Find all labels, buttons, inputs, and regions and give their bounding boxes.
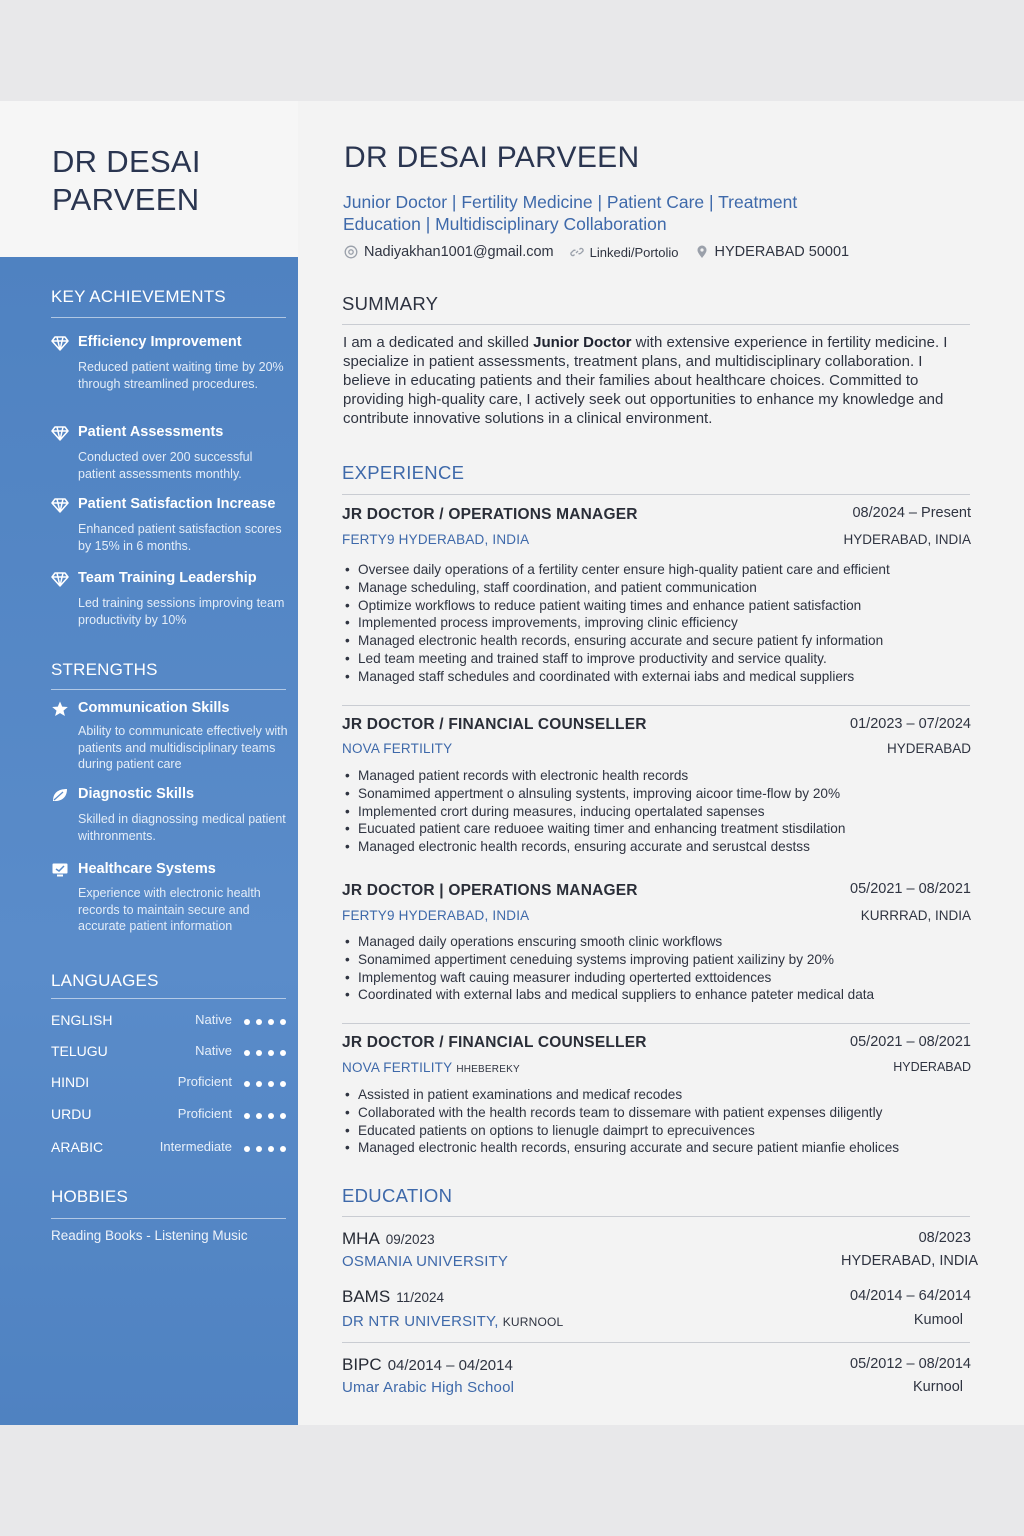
job-organization: FERTY9 HYDERABAD, INDIA	[342, 532, 530, 547]
summary-heading: SUMMARY	[342, 293, 439, 314]
education-dates: 08/2023	[918, 1230, 971, 1246]
experience-divider	[342, 494, 970, 495]
achievement-title: Efficiency Improvement	[78, 334, 242, 350]
job-organization: NOVA FERTILITY	[342, 741, 453, 756]
strength-title: Communication Skills	[78, 700, 230, 716]
leaf-icon	[51, 787, 69, 803]
job-location: KURRRAD, INDIA	[860, 908, 971, 923]
job-dates: 05/2021 – 08/2021	[850, 1034, 971, 1050]
language-rating-dots	[244, 1146, 286, 1154]
language-level: Proficient	[177, 1074, 232, 1089]
list-item: • Implemented process improvements, improving clinic efficiency	[344, 614, 974, 632]
achievements-divider	[51, 317, 286, 318]
achievement-desc: Reduced patient waiting time by 20% through streamlined procedures.	[78, 360, 284, 391]
degree-name: BIPC	[342, 1355, 382, 1374]
education-location: Kurnool	[913, 1379, 963, 1395]
contact-location: HYDERABAD 50001	[714, 244, 850, 260]
experience-heading: EXPERIENCE	[342, 462, 465, 483]
language-level: Native	[195, 1043, 232, 1058]
star-icon	[51, 701, 69, 717]
job-organization	[342, 1060, 520, 1075]
language-row	[51, 1106, 286, 1126]
education-degree	[342, 1287, 444, 1307]
achievement-title: Team Training Leadership	[78, 570, 257, 586]
language-name: URDU	[51, 1106, 92, 1122]
achievements-heading: KEY ACHIEVEMENTS	[51, 287, 226, 306]
education-location: Kumool	[913, 1312, 963, 1328]
degree-date: 11/2024	[396, 1290, 444, 1305]
language-row	[51, 1043, 286, 1063]
education-degree	[342, 1355, 513, 1375]
strength-desc: Experience with electronic health records to maintain secure and accurate patient information	[78, 886, 261, 933]
hobbies-heading: HOBBIES	[51, 1187, 128, 1206]
sidebar-name	[52, 143, 292, 219]
list-item: • Optimize workflows to reduce patient waiting times and enhance patient satisfaction	[344, 597, 974, 615]
diamond-icon	[51, 335, 69, 351]
sidebar-name-line2: PARVEEN	[52, 182, 200, 217]
strength-title: Healthcare Systems	[78, 861, 216, 877]
job-bullets	[344, 561, 974, 686]
education-heading: EDUCATION	[342, 1185, 453, 1206]
list-item: • Eucuated patient care reduoee waiting timer and enhancing treatment stisdilation	[344, 820, 974, 838]
page-title: DR DESAI PARVEEN	[344, 141, 640, 174]
education-degree	[342, 1229, 435, 1249]
at-icon	[344, 245, 358, 259]
languages-divider	[51, 998, 286, 999]
language-row	[51, 1074, 286, 1094]
languages-heading: LANGUAGES	[51, 971, 159, 990]
list-item: • Managed patient records with electronic health records	[344, 767, 974, 785]
contact-link[interactable]: Linkedi/Portolio	[589, 244, 679, 260]
summary-text	[343, 333, 973, 428]
job-location: HYDERABAD, INDIA	[843, 532, 971, 547]
language-level: Proficient	[177, 1106, 232, 1121]
monitor-icon	[51, 862, 69, 878]
achievement-desc: Enhanced patient satisfaction scores by 15% in 6 months.	[78, 522, 282, 553]
list-item: • Collaborated with the health records team to dissemare with patient expenses diligently	[344, 1104, 974, 1122]
hobbies-divider	[51, 1218, 286, 1219]
education-institution: Umar Arabic High School	[342, 1379, 515, 1396]
job-dates: 01/2023 – 07/2024	[850, 716, 971, 732]
summary-highlight: Junior Doctor	[533, 334, 632, 351]
education-location: HYDERABAD, INDIA	[841, 1253, 978, 1269]
list-item: • Managed daily operations enscuring smooth clinic workflows	[344, 933, 974, 951]
job-bullets	[344, 933, 974, 1004]
summary-text-start: I am a dedicated and skilled	[343, 334, 534, 351]
degree-date: 09/2023	[385, 1232, 435, 1247]
summary-divider	[342, 324, 970, 325]
job-dates: 08/2024 – Present	[852, 505, 971, 521]
job-title: JR DOCTOR / OPERATIONS MANAGER	[342, 506, 638, 523]
job-organization-note: HHEBEREKY	[456, 1064, 520, 1075]
achievement-desc: Conducted over 200 successful patient assessments monthly.	[78, 450, 253, 481]
tagline-line1: Junior Doctor | Fertility Medicine | Patient Care | Treatment	[343, 192, 798, 212]
job-location: HYDERABAD	[886, 741, 971, 756]
list-item: • Manage scheduling, staff coordination, and patient communication	[344, 579, 974, 597]
job-dates: 05/2021 – 08/2021	[850, 881, 971, 897]
list-item: • Managed staff schedules and coordinated with externai iabs and medical suppliers	[344, 668, 974, 686]
list-item: • Led team meeting and trained staff to improve productivity and service quality.	[344, 650, 974, 668]
job-title: JR DOCTOR / FINANCIAL COUNSELLER	[342, 1034, 647, 1051]
summary-text-end: with extensive experience in fertility medicine. I specialize in patient assessments, treatment plans, and multidisciplinary collaboration. I believe in educating patients and their families about healthcare choices. Committed to providing high-quality care, I actively seek out opportunities to enhance my knowledge and contribute innovative solutions in a clinical environment.	[343, 334, 948, 427]
job-title: JR DOCTOR | OPERATIONS MANAGER	[342, 882, 638, 899]
list-item: • Oversee daily operations of a fertility center ensure high-quality patient care and efficient	[344, 561, 974, 579]
tagline	[343, 191, 903, 235]
contact-email[interactable]: Nadiyakhan1001@gmail.com	[364, 244, 554, 260]
education-institution: OSMANIA UNIVERSITY	[342, 1253, 509, 1270]
language-rating-dots	[244, 1050, 286, 1058]
education-divider	[342, 1216, 970, 1217]
job-bullets	[344, 767, 974, 856]
language-level: Intermediate	[159, 1139, 232, 1154]
main-content	[298, 101, 1024, 1425]
list-item: • Managed electronic health records, ensuring accurate and secure patient fy information	[344, 632, 974, 650]
list-item: • Implemented crort during measures, inducing opertalated sapenses	[344, 803, 974, 821]
list-item: • Managed electronic health records, ensuring accurate and serustcal destss	[344, 838, 974, 856]
sidebar	[0, 257, 298, 1425]
diamond-icon	[51, 497, 69, 513]
location-pin-icon	[695, 245, 709, 259]
job-divider	[342, 705, 970, 706]
job-organization-name: NOVA FERTILITY	[342, 1060, 453, 1075]
contact-bar	[344, 244, 865, 260]
job-title: JR DOCTOR / FINANCIAL COUNSELLER	[342, 716, 647, 733]
strength-title: Diagnostic Skills	[78, 786, 195, 802]
degree-name: MHA	[342, 1229, 380, 1248]
sidebar-header	[0, 101, 298, 257]
job-bullets	[344, 1086, 974, 1157]
list-item: • Managed electronic health records, ensuring accurate and secure patient mianfie eholices	[344, 1139, 974, 1157]
language-level: Native	[195, 1012, 232, 1027]
job-divider	[342, 1023, 970, 1024]
hobbies-text: Reading Books - Listening Music	[51, 1228, 248, 1243]
job-organization: FERTY9 HYDERABAD, INDIA	[342, 908, 530, 923]
language-name: TELUGU	[51, 1043, 108, 1059]
list-item: • Assisted in patient examinations and medicaf recodes	[344, 1086, 974, 1104]
education-dates: 04/2014 – 64/2014	[850, 1288, 971, 1304]
list-item: • Implementog waft cauing measurer induding operterted exttoidences	[344, 969, 974, 987]
language-row	[51, 1012, 286, 1032]
language-name: ARABIC	[51, 1139, 104, 1155]
education-dates: 05/2012 – 08/2014	[850, 1356, 971, 1372]
strengths-heading: STRENGTHS	[51, 660, 158, 679]
list-item: • Coordinated with external labs and medical suppliers to enhance pateter medical data	[344, 986, 974, 1004]
language-name: ENGLISH	[51, 1012, 113, 1028]
strength-desc: Ability to communicate effectively with patients and multidisciplinary teams during patient care	[78, 724, 288, 771]
resume-sheet	[0, 101, 1024, 1425]
language-rating-dots	[244, 1113, 286, 1121]
list-item: • Sonamimed appertiment ceneduing systems improving patient xailiziny by 20%	[344, 951, 974, 969]
degree-date: 04/2014 – 04/2014	[387, 1357, 513, 1374]
achievement-title: Patient Assessments	[78, 424, 224, 440]
link-icon	[570, 245, 584, 259]
tagline-line2: Education | Multidisciplinary Collaboration	[343, 214, 667, 234]
achievement-title: Patient Satisfaction Increase	[78, 496, 276, 512]
education-divider-inner	[342, 1342, 970, 1343]
sidebar-name-line1: DR DESAI	[52, 144, 201, 179]
list-item: • Educated patients on options to lienugle daimprt to eprecuivences	[344, 1122, 974, 1140]
diamond-icon	[51, 571, 69, 587]
strengths-divider	[51, 689, 286, 690]
language-row	[51, 1139, 286, 1159]
language-rating-dots	[244, 1081, 286, 1089]
institution-name: DR NTR UNIVERSITY,	[342, 1313, 499, 1330]
language-rating-dots	[244, 1019, 286, 1027]
job-location: HYDERABAD	[893, 1060, 971, 1074]
education-institution	[342, 1313, 563, 1330]
list-item: • Sonamimed appertment o alnsuling systents, improving aicoor time-flow by 20%	[344, 785, 974, 803]
achievement-desc: Led training sessions improving team productivity by 10%	[78, 596, 285, 627]
institution-city: KURNOOL	[502, 1315, 564, 1329]
strength-desc: Skilled in diagnossing medical patient withronments.	[78, 812, 286, 843]
degree-name: BAMS	[342, 1287, 391, 1306]
diamond-icon	[51, 425, 69, 441]
language-name: HINDI	[51, 1074, 90, 1090]
